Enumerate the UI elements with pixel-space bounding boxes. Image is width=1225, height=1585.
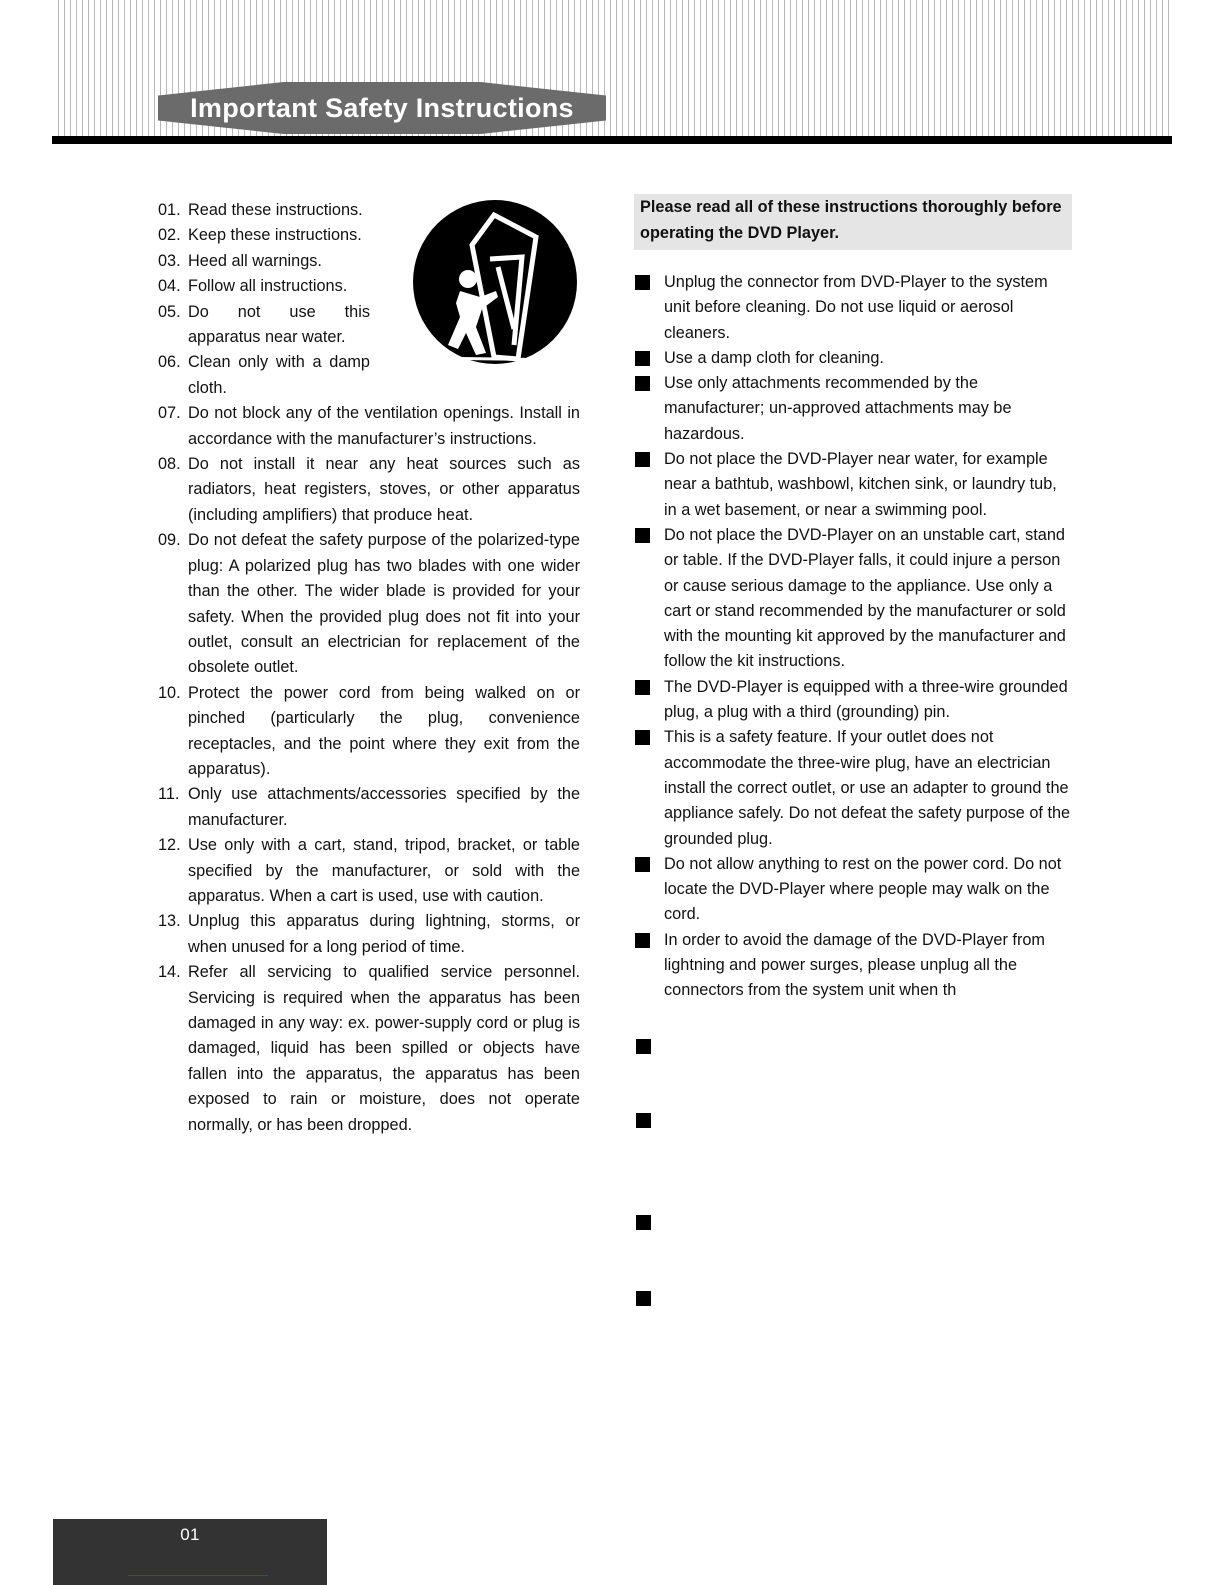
list-item bbox=[158, 452, 580, 528]
list-item bbox=[158, 401, 580, 452]
square-bullet-icon bbox=[636, 1215, 651, 1230]
item-number: 14. bbox=[158, 963, 181, 982]
precautions-list bbox=[634, 270, 1072, 1004]
square-bullet-icon bbox=[635, 857, 650, 872]
item-text: Do not use this apparatus near water. bbox=[188, 302, 370, 347]
notice-box: Please read all of these instructions thoroughly before operating the DVD Player. bbox=[634, 194, 1072, 250]
item-number: 11. bbox=[158, 785, 180, 804]
bullet-text: Unplug the connector from DVD-Player to the system unit before cleaning. Do not use liquid or aerosol cleaners. bbox=[664, 273, 1048, 342]
square-bullet-icon bbox=[635, 680, 650, 695]
item-number: 03. bbox=[158, 251, 181, 270]
square-bullet-icon bbox=[635, 452, 650, 467]
bullet-text: The DVD-Player is equipped with a three-wire grounded plug, a plug with a third (grounding) pin. bbox=[664, 677, 1068, 722]
item-number: 08. bbox=[158, 455, 181, 474]
item-text: Keep these instructions. bbox=[188, 226, 362, 245]
square-bullet-icon bbox=[635, 275, 650, 290]
cart-tip-over-warning-icon bbox=[410, 197, 580, 367]
list-item bbox=[634, 371, 1072, 447]
square-bullet-icon bbox=[635, 376, 650, 391]
item-text: Use only with a cart, stand, tripod, bracket, or table specified by the manufacturer, or sold with the apparatus. When a cart is used, use with caution. bbox=[188, 836, 580, 905]
item-number: 06. bbox=[158, 353, 181, 372]
list-item bbox=[158, 909, 580, 960]
square-bullet-icon bbox=[636, 1291, 651, 1306]
bullet-text: Do not allow anything to rest on the power cord. Do not locate the DVD-Player where people may walk on the cord. bbox=[664, 854, 1062, 924]
item-number: 10. bbox=[158, 683, 181, 702]
item-number: 13. bbox=[158, 912, 181, 931]
item-number: 09. bbox=[158, 531, 181, 550]
square-bullet-icon bbox=[636, 1039, 651, 1054]
list-item bbox=[634, 675, 1072, 726]
item-text: Protect the power cord from being walked on or pinched (particularly the plug, convenience receptacles, and the point where they exit from the apparatus). bbox=[188, 683, 580, 778]
item-number: 02. bbox=[158, 226, 181, 245]
square-bullet-icon bbox=[636, 1113, 651, 1128]
list-item bbox=[158, 833, 580, 909]
list-item bbox=[634, 523, 1072, 675]
list-item bbox=[634, 447, 1072, 523]
list-item bbox=[634, 270, 1072, 346]
bullet-text: This is a safety feature. If your outlet does not accommodate the three-wire plug, have an electrician install the correct outlet, or use an adapter to ground the appliance safely. Do not defeat the safety purpose of the grounded plug. bbox=[664, 728, 1071, 848]
square-bullet-icon bbox=[635, 351, 650, 366]
page-number: 01 bbox=[180, 1525, 200, 1544]
bullet-text: Use a damp cloth for cleaning. bbox=[664, 348, 884, 367]
bullet-text: Use only attachments recommended by the manufacturer; un-approved attachments may be hazardous. bbox=[664, 374, 1012, 443]
item-number: 05. bbox=[158, 302, 181, 321]
list-item bbox=[158, 960, 580, 1138]
page-title: Important Safety Instructions bbox=[190, 93, 574, 123]
item-number: 12. bbox=[158, 836, 181, 855]
item-text: Clean only with a damp cloth. bbox=[188, 353, 370, 397]
item-text: Follow all instructions. bbox=[188, 277, 348, 296]
list-item bbox=[158, 528, 580, 680]
list-item bbox=[634, 852, 1072, 928]
square-bullet-icon bbox=[635, 528, 650, 543]
list-item bbox=[158, 681, 580, 783]
item-text: Only use attachments/accessories specified by the manufacturer. bbox=[188, 785, 580, 829]
item-text: Do not defeat the safety purpose of the polarized-type plug: A polarized plug has two blades with one wider than the other. The wider blade is provided for your safety. When the provided plug does not fit into your outlet, consult an electrician for replacement of the obsolete outlet. bbox=[188, 531, 580, 677]
list-item bbox=[158, 782, 580, 833]
item-number: 01. bbox=[158, 201, 181, 219]
precautions-section bbox=[634, 194, 1072, 1004]
bullet-text: Do not place the DVD-Player on an unstable cart, stand or table. If the DVD-Player falls, it could injure a person or cause serious damage to the appliance. Use only a cart or stand recommended by the manufacturer or sold with the mounting kit approved by the manufacturer and follow the kit instructions. bbox=[664, 525, 1066, 671]
item-text: Do not block any of the ventilation openings. Install in accordance with the manufacturer’s instructions. bbox=[188, 404, 580, 448]
footer-underline bbox=[128, 1575, 268, 1576]
item-text: Do not install it near any heat sources such as radiators, heat registers, stoves, or other apparatus (including amplifiers) that produce heat. bbox=[188, 455, 580, 524]
bullet-text: In order to avoid the damage of the DVD-Player from lightning and power surges, please unplug all the connectors from the system unit when th bbox=[664, 930, 1045, 1000]
item-text: Heed all warnings. bbox=[188, 251, 322, 270]
item-number: 04. bbox=[158, 277, 181, 296]
bullet-text: Do not place the DVD-Player near water, for example near a bathtub, washbowl, kitchen sink, or laundry tub, in a wet basement, or near a swimming pool. bbox=[664, 450, 1057, 519]
square-bullet-icon bbox=[635, 730, 650, 745]
item-text: Read these instructions. bbox=[188, 201, 363, 219]
item-text: Refer all servicing to qualified service personnel. Servicing is required when the apparatus has been damaged in any way: ex. power-supply cord or plug is damaged, liquid has been spilled or objects have fallen into the apparatus, the apparatus has been exposed to rain or moisture, does not operate normally, or has been dropped. bbox=[188, 963, 580, 1134]
square-bullet-icon bbox=[635, 933, 650, 948]
header-rule bbox=[52, 136, 1172, 144]
list-item bbox=[634, 725, 1072, 851]
list-item bbox=[634, 346, 1072, 371]
list-item bbox=[634, 928, 1072, 1004]
item-number: 07. bbox=[158, 404, 181, 423]
item-text: Unplug this apparatus during lightning, storms, or when unused for a long period of time. bbox=[188, 912, 580, 956]
